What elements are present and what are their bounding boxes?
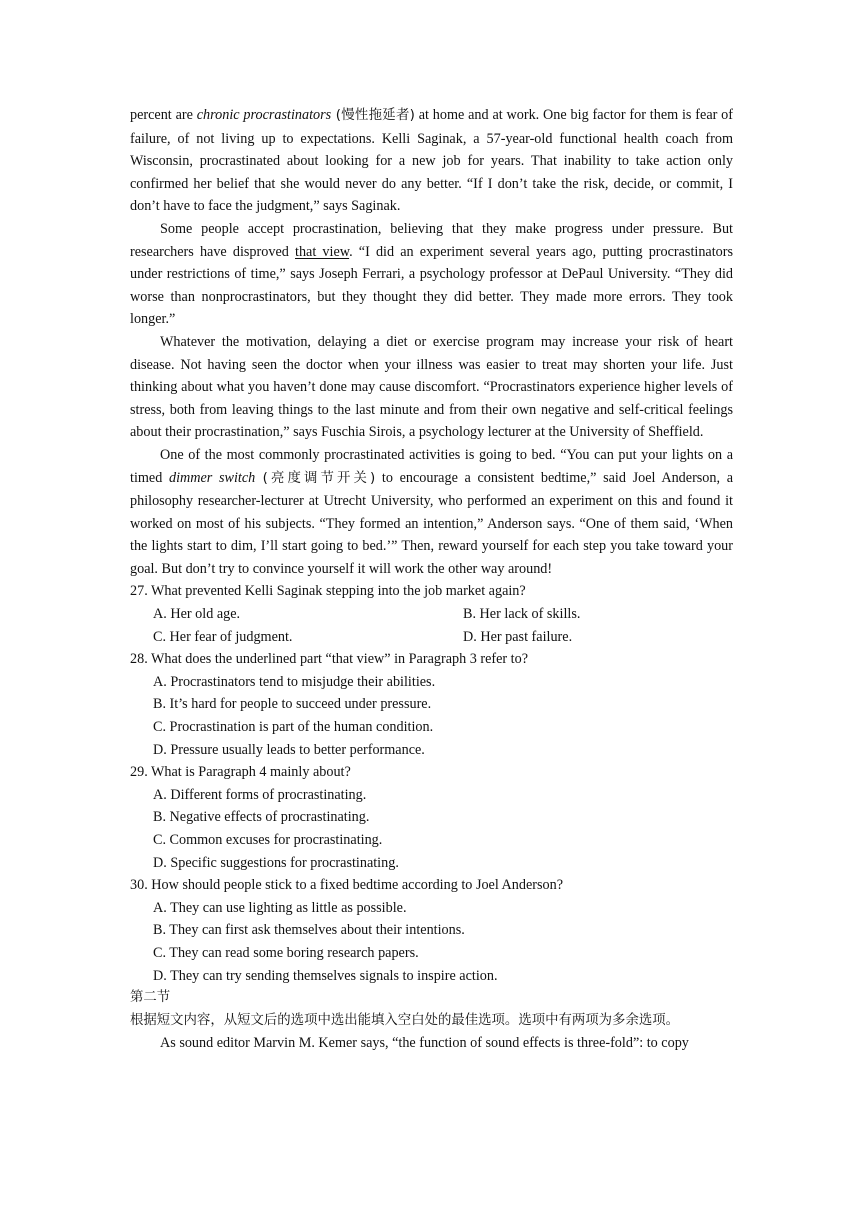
- option-c[interactable]: C. Procrastination is part of the human condition.: [153, 719, 434, 736]
- section-heading: 第二节: [130, 990, 171, 1006]
- option-b[interactable]: B. Her lack of skills.: [463, 606, 581, 623]
- question-27: [130, 580, 733, 648]
- text-run: to encourage a consistent bedtime,” said Joel Anderson, a philosophy researcher-lecturer at Utrecht University, who performed an experiment on this and found it worked on most of his subjects. “They formed an intention,” Anderson says. “One of them said, ‘When the lights start to dim, I’ll start going to bed.’” Then, reward yourself for each step you take toward your goal. But don’t try to convince yourself it will work the other way around!: [130, 469, 734, 577]
- question-29: [130, 761, 733, 874]
- term-translation: (慢性拖延者): [331, 108, 415, 123]
- passage-paragraph-1: [130, 104, 733, 218]
- text-run: One of the most commonly procrastinated activities is going to bed. “You can put your lights on a timed: [130, 446, 733, 486]
- option-d[interactable]: D. They can try sending themselves signals to inspire action.: [153, 967, 498, 984]
- option-b[interactable]: B. They can first ask themselves about their intentions.: [153, 922, 465, 939]
- question-stem: 30. How should people stick to a fixed bedtime according to Joel Anderson?: [130, 877, 564, 894]
- option-d[interactable]: D. Specific suggestions for procrastinating.: [153, 854, 399, 871]
- underlined-phrase: that view: [295, 243, 350, 260]
- term-italic: dimmer switch: [168, 469, 256, 486]
- passage-paragraph-4: [130, 444, 733, 581]
- section-passage-first-line: As sound editor Marvin M. Kemer says, “the function of sound effects is three-fold”: to copy: [160, 1035, 689, 1052]
- option-d[interactable]: D. Pressure usually leads to better performance.: [153, 741, 425, 758]
- question-28: [130, 648, 733, 761]
- option-a[interactable]: A. They can use lighting as little as possible.: [153, 899, 407, 916]
- option-c[interactable]: C. Common excuses for procrastinating.: [153, 832, 383, 848]
- passage-paragraph-3: Whatever the motivation, delaying a diet or exercise program may increase your risk of heart disease. Not having seen the doctor when your illness was easier to treat may shorten your life. Just thinking about what you haven’t done may cause discomfort. “Procrastinators experience higher levels of stress, both from leaving things to the last minute and from their own negative and self-critical feelings about their procrastination,” says Fuschia Sirois, a psychology lecturer at the University of Sheffield.: [130, 333, 733, 441]
- option-c[interactable]: C. Her fear of judgment.: [153, 628, 293, 645]
- text-run: percent are: [130, 107, 197, 123]
- question-stem: 28. What does the underlined part “that view” in Paragraph 3 refer to?: [130, 651, 529, 668]
- text-run: Some people accept procrastination, believing that they make progress under pressure. But researchers have disproved: [130, 220, 733, 260]
- section-instruction: 根据短文内容，从短文后的选项中选出能填入空白处的最佳选项。选项中有两项为多余选项。: [130, 1012, 680, 1028]
- text-run: at home and at work. One big factor for them is fear of failure, of not living up to expectations. Kelli Saginak, a 57-year-old functional health coach from Wisconsin, procrastinated about looking for a new job for years. That inability to take action only confirmed her belief that she would never do any better. “If I don’t take the risk, decide, or commit, I don’t have to face the judgment,” says Saginak.: [130, 107, 733, 215]
- question-stem: 29. What is Paragraph 4 mainly about?: [130, 764, 351, 781]
- option-row: [153, 626, 733, 649]
- option-b[interactable]: B. It’s hard for people to succeed under pressure.: [153, 696, 432, 713]
- passage-paragraph-2: [130, 218, 733, 331]
- document-page: [130, 104, 733, 1055]
- option-d[interactable]: D. Her past failure.: [463, 628, 573, 645]
- question-30: [130, 874, 733, 987]
- question-stem: 27. What prevented Kelli Saginak stepping into the job market again?: [130, 583, 526, 600]
- term-translation: (亮度调节开关): [255, 470, 376, 486]
- option-a[interactable]: A. Different forms of procrastinating.: [153, 786, 367, 803]
- term-italic: chronic procrastinators: [196, 107, 332, 123]
- text-run: . “I did an experiment several years ago, putting procrastinators under restrictions of time,” says Joseph Ferrari, a psychology professor at DePaul University. “They did worse than nonprocrastinators, but they thought they did better. They made more errors. They took longer.”: [130, 243, 734, 328]
- option-row: [153, 603, 733, 626]
- option-c[interactable]: C. They can read some boring research papers.: [153, 944, 419, 961]
- option-a[interactable]: A. Procrastinators tend to misjudge their abilities.: [153, 673, 436, 690]
- option-b[interactable]: B. Negative effects of procrastinating.: [153, 809, 370, 826]
- option-a[interactable]: A. Her old age.: [153, 606, 241, 623]
